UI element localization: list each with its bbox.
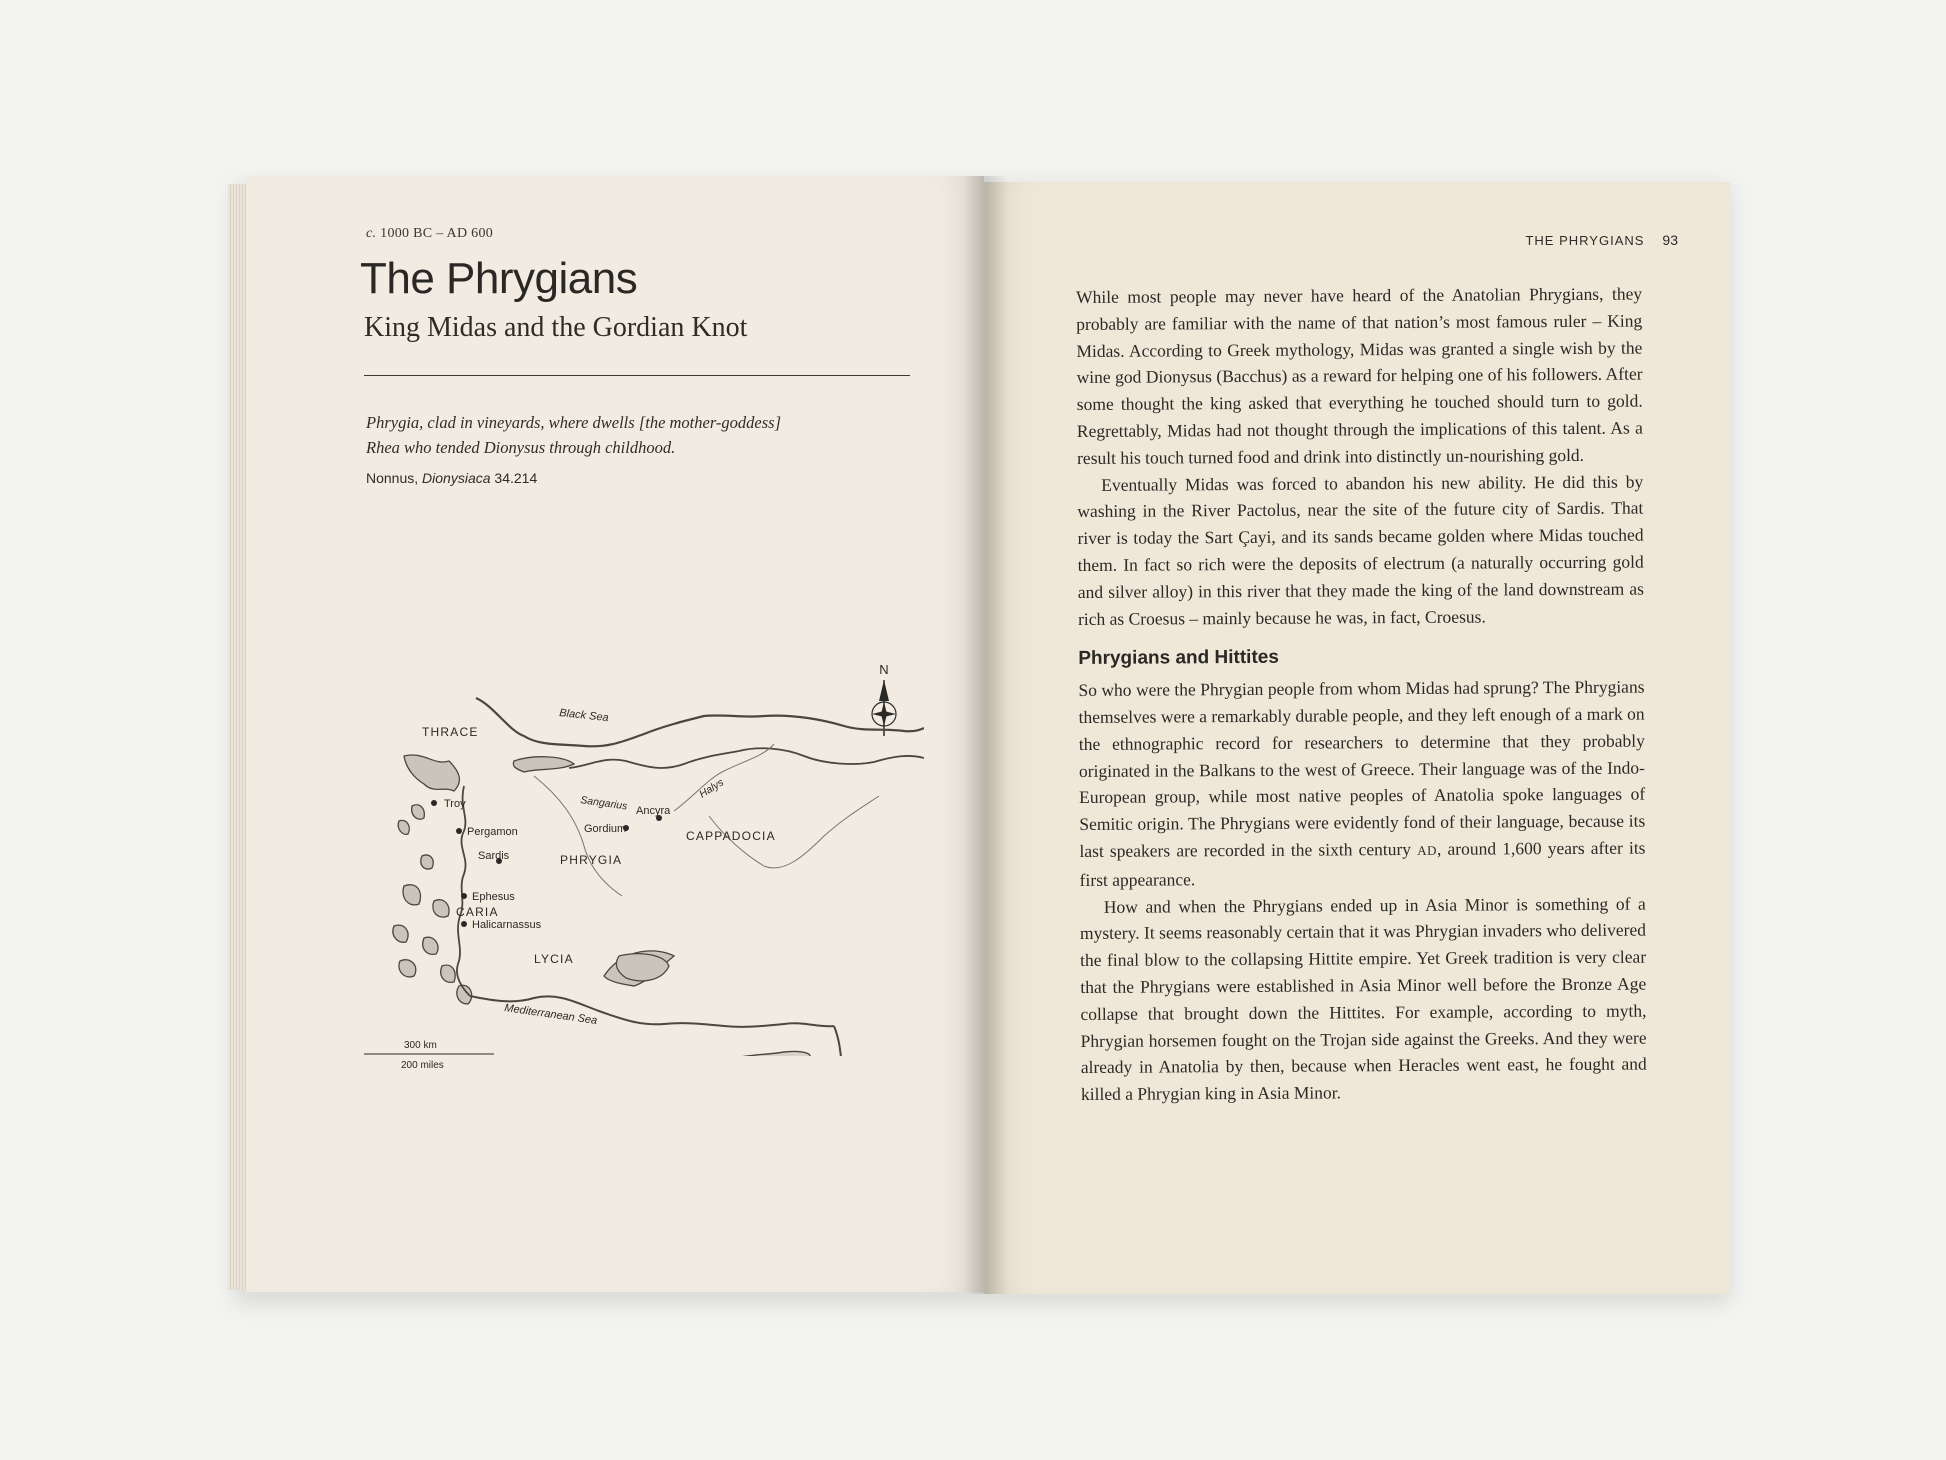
black-sea-coast [476, 698, 924, 746]
map-label-thrace: THRACE [422, 725, 479, 739]
epigraph-ref: 34.214 [490, 470, 538, 486]
compass-rose-icon [872, 662, 896, 736]
epigraph [366, 410, 886, 460]
coastline-shapes [393, 755, 674, 1004]
book-gutter [964, 176, 1008, 1294]
epigraph-work: Dionysiaca [422, 470, 491, 486]
aegean-coast [457, 786, 470, 996]
section-heading: Phrygians and Hittites [1078, 647, 1279, 670]
scale-km-label: 300 km [404, 1040, 437, 1051]
compass-north-label: N [879, 662, 889, 677]
paragraph: While most people may never have heard of the Anatolian Phrygians, they probably are familiar with the name of that nation’s most famous ruler – King Midas. According to Greek mythology, Midas was granted a single wish by the wine god Dionysus (Bacchus) as a reward for helping one of his followers. After some thought the king asked that everything he touched should turn to gold. Regrettably, Midas had not thought through the implications of this talent. As a result his touch turned food and drink into distinctly un-nourishing gold. [1076, 283, 1643, 468]
map-label-sangarius: Sangarius [579, 794, 629, 813]
sangarius-river [534, 776, 622, 896]
map-label-cappadocia: CAPPADOCIA [686, 829, 776, 843]
map-label-caria: CARIA [456, 905, 499, 919]
map-label-gordium: Gordium [584, 823, 627, 835]
map-label-phrygia: PHRYGIA [560, 853, 623, 867]
page-number: 93 [1662, 232, 1678, 248]
running-head-title: THE PHRYGIANS [1525, 233, 1645, 248]
paragraph [1078, 674, 1645, 894]
paragraph-part: So who were the Phrygian people from whom Midas had sprung? The Phrygians themselves were a remarkably durable people, and they left enough of a mark on the ethnographic record for researchers to determine that they probably originated in the Balkans to the west of Greece. Their language was of the Indo-European group, while most native peoples of Anatolia spoke languages of Semitic origin. The Phrygians were evidently fond of their language, because its last speakers are recorded in the sixth century [1078, 676, 1646, 861]
map-label-lycia: LYCIA [534, 952, 574, 966]
running-head-italic: c. [366, 226, 377, 241]
map-label-halicarnassus: Halicarnassus [472, 919, 542, 931]
paragraph: Eventually Midas was forced to abandon his new ability. He did this by washing in the River Pactolus, near the site of the future city of Sardis. That river is today the Sart Çayi, and its sands became golden where Midas touched them. In fact so rich were the deposits of electrum (a naturally occurring gold and silver alloy) in this river that they made the king of the land downstream as rich as Croesus – mainly because he was, in fact, Croesus. [1077, 471, 1644, 629]
title-rule [364, 375, 910, 376]
running-head-dates: 1000 BC – AD 600 [380, 226, 494, 241]
map-label-mediterranean: Mediterranean Sea [503, 1002, 598, 1027]
map-label-black-sea: Black Sea [558, 707, 610, 725]
era-abbreviation: AD [1417, 842, 1437, 858]
map-label-troy: Troy [444, 798, 466, 810]
right-page [984, 182, 1730, 1294]
scale-miles-label: 200 miles [401, 1060, 444, 1071]
anatolia-north-coast [569, 748, 924, 768]
epigraph-line: Phrygia, clad in vineyards, where dwells [the mother-goddess] [366, 413, 782, 432]
open-book [228, 176, 1730, 1296]
map-label-ephesus: Ephesus [472, 891, 515, 903]
epigraph-source [366, 470, 537, 486]
cyprus-island [714, 1051, 810, 1056]
map-label-pergamon: Pergamon [467, 826, 518, 838]
chapter-title: The Phrygians [360, 254, 638, 303]
epigraph-line: Rhea who tended Dionysus through childhood. [366, 438, 676, 457]
map-label-ancyra: Ancyra [636, 805, 671, 817]
running-head-left [366, 226, 493, 242]
map-label-halys: Halys [697, 776, 726, 801]
body-text [1076, 281, 1647, 1108]
map-scale-bar [364, 1040, 499, 1056]
running-head-right [1525, 232, 1678, 248]
epigraph-author: Nonnus, [366, 470, 423, 486]
paragraph: How and when the Phrygians ended up in Asia Minor is something of a mystery. It seems reasonably certain that it was Phrygian invaders who delivered the final blow to the collapsing Hittite empire. Yet Greek tradition is very clear that the Phrygians were established in Asia Minor well before the Bronze Age collapse that brought down the Hittites. For example, according to myth, Phrygian horsemen fought on the Trojan side against the Greeks. And they were already in Anatolia by then, because when Heracles went east, he fought and killed a Phrygian king in Asia Minor. [1079, 893, 1647, 1105]
chapter-subtitle: King Midas and the Gordian Knot [364, 312, 748, 343]
anatolia-map [364, 556, 924, 1056]
left-page [246, 176, 984, 1292]
map-label-sardis: Sardis [478, 850, 510, 862]
paragraph-part: , around 1,600 years after its first appearance. [1079, 837, 1646, 890]
